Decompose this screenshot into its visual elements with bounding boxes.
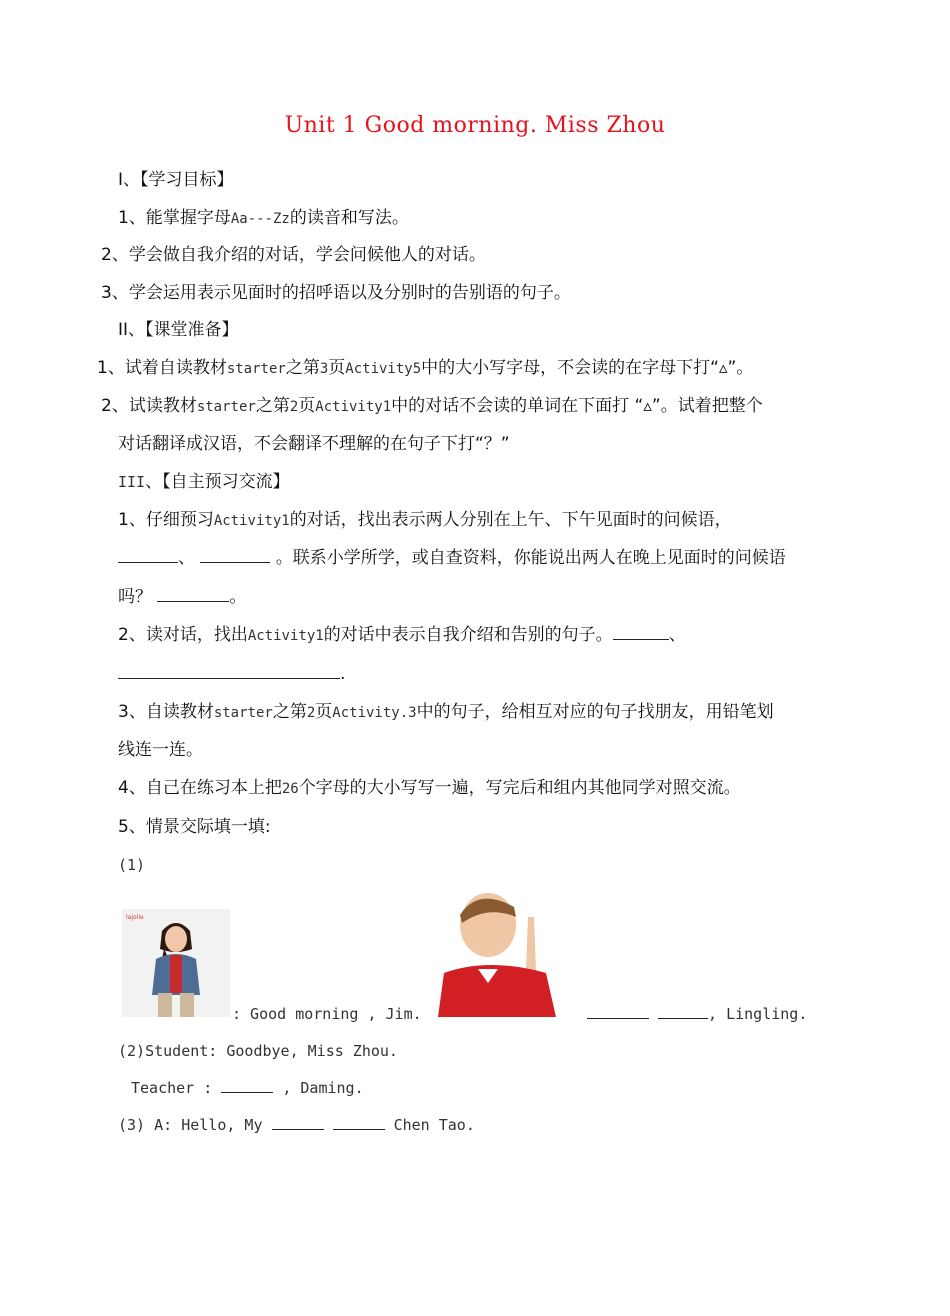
preview-item-5: 5、情景交际填一填: [118,817,271,837]
goal-item-1: 1、能掌握字母Aa---Zz的读音和写法。 [118,208,409,228]
section-heading-prep: II、【课堂准备】 [118,320,239,340]
prep-item-2-cont: 对话翻译成汉语，不会翻译不理解的在句子下打“？” [118,434,510,454]
page-title: Unit 1 Good morning. Miss Zhou [284,113,666,138]
answer-blank[interactable] [157,585,229,602]
preview-item-4: 4、自己在练习本上把26个字母的大小写写一遍，写完后和组内其他同学对照交流。 [118,778,741,798]
preview-item-3: 3、自读教材starter之第2页Activity.3中的句子，给相互对应的句子找朋友，用铅笔划 [118,702,774,722]
answer-blank[interactable] [200,546,270,563]
exercise-3: (3) A: Hello, My Chen Tao. [118,1113,475,1137]
goal-item-2: 2、学会做自我介绍的对话，学会问候他人的对话。 [101,245,486,265]
boy-photo [438,887,556,1017]
answer-blank[interactable] [333,1113,385,1130]
answer-blank[interactable] [221,1076,273,1093]
exercise-2-student: (2)Student: Goodbye, Miss Zhou. [118,1042,398,1060]
girl-illustration [122,909,230,1017]
answer-blank[interactable] [613,623,669,640]
preview-item-1-cont2: 吗？ 。 [118,587,247,607]
preview-item-2: 2、读对话，找出Activity1的对话中表示自我介绍和告别的句子。 、 [118,625,686,645]
exercise-2-teacher: Teacher : , Daming. [131,1076,364,1100]
answer-blank[interactable] [118,546,178,563]
answer-blank[interactable] [272,1113,324,1130]
answer-blank[interactable] [118,662,340,679]
photo-logo: lajolie [126,914,144,921]
girl-photo [122,909,230,1017]
prep-item-1: 1、试着自读教材starter之第3页Activity5中的大小写字母，不会读的在字母下打“▵”。 [97,358,754,378]
prep-item-2: 2、试读教材starter之第2页Activity1中的对话不会读的单词在下面打 “▵”。试着把整个 [101,396,763,416]
preview-item-1: 1、仔细预习Activity1的对话，找出表示两人分别在上午、下午见面时的问候语， [118,510,732,530]
section-heading-preview: III、【自主预习交流】 [118,472,290,492]
goal-item-3: 3、学会运用表示见面时的招呼语以及分别时的告别语的句子。 [101,283,571,303]
preview-item-2-cont: . [118,662,345,686]
preview-item-3-cont: 线连一连。 [118,740,203,760]
boy-dialogue: , Lingling. [587,1002,807,1026]
exercise-1-label: (1) [118,856,146,874]
girl-dialogue: : Good morning , Jim. [232,1005,422,1023]
boy-illustration [438,887,556,1017]
answer-blank[interactable] [658,1002,708,1019]
section-heading-goals: I、【学习目标】 [118,170,234,190]
preview-item-1-cont: 、 。联系小学所学，或自查资料，你能说出两人在晚上见面时的问候语 [118,546,786,570]
answer-blank[interactable] [587,1002,649,1019]
